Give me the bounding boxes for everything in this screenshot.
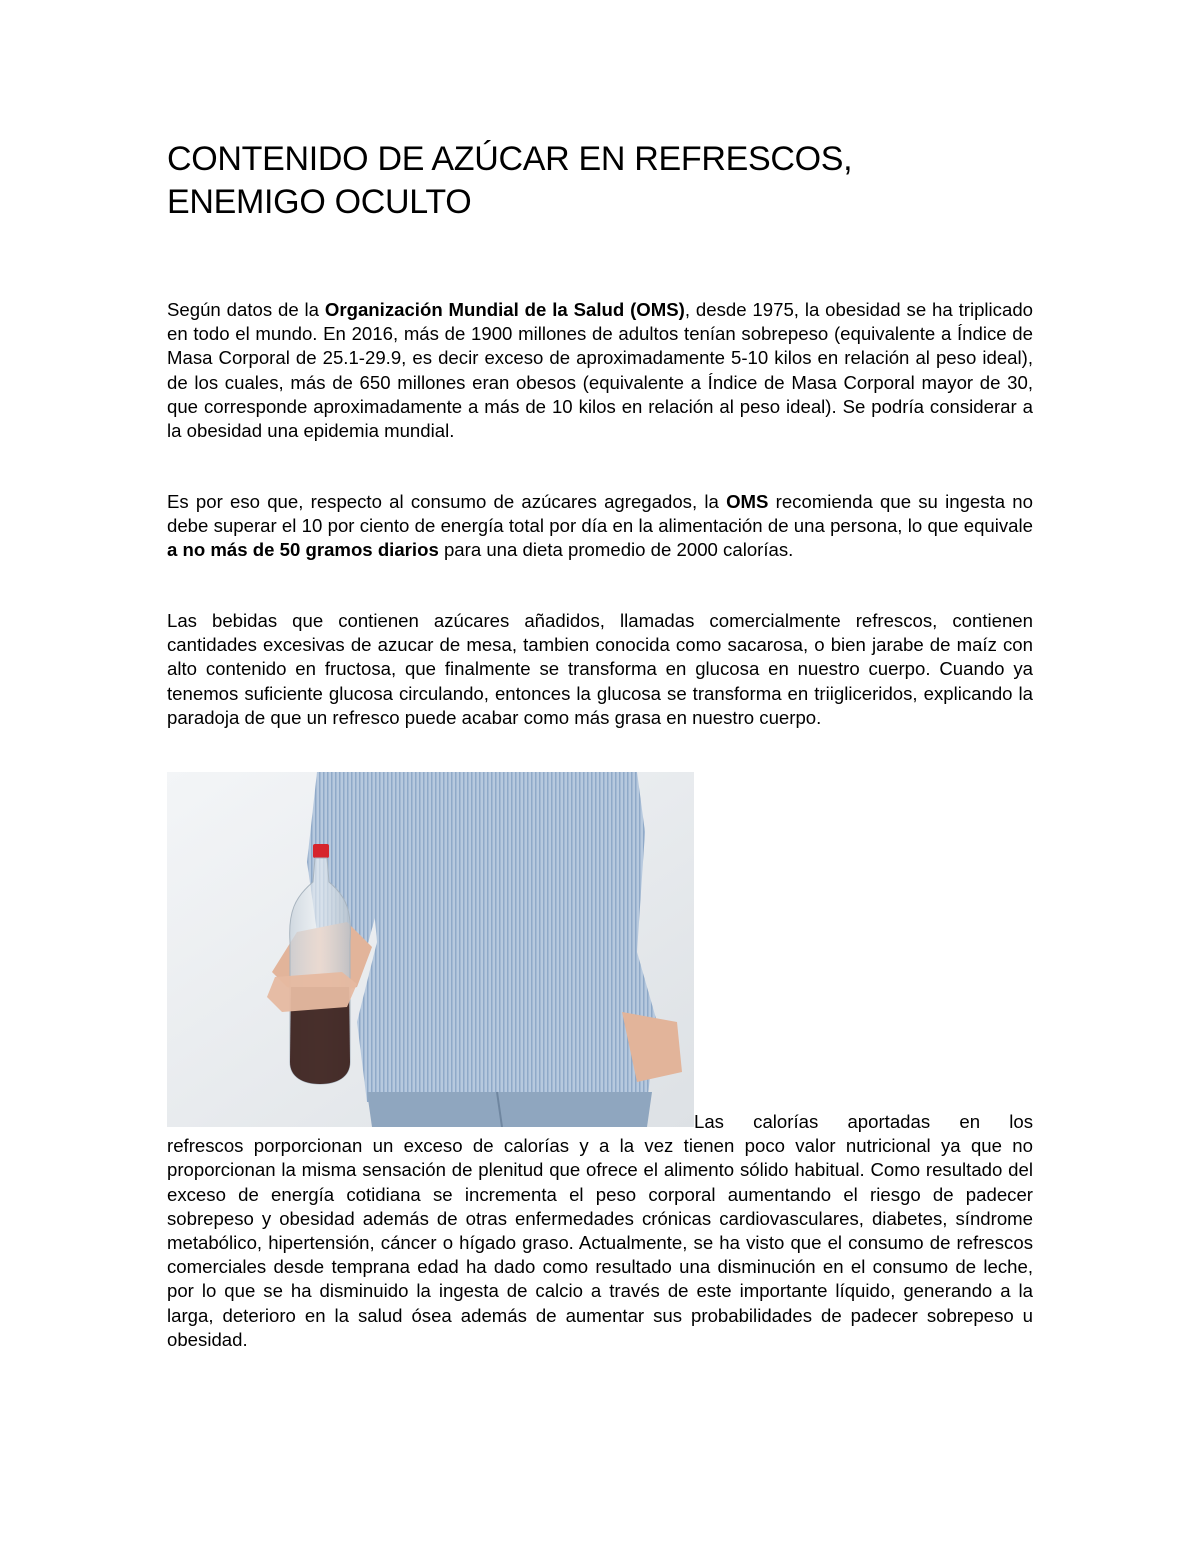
document-page <box>167 0 1033 1553</box>
p1-text-2: , desde 1975, la obesidad se ha triplicado en todo el mundo. En 2016, más de 1900 millones de adultos tenían sobrepeso (equivalente a Índice de Masa Corporal de 25.1-29.9, es decir exceso de aproximadamente 5-10 kilos en relación al peso ideal), de los cuales, más de 650 millones eran obesos (equivalente a Índice de Masa Corporal mayor de 30, que corresponde aproximadamente a más de 10 kilos en relación al peso ideal). Se podría considerar a la obesidad una epidemia mundial. <box>167 299 1033 442</box>
paragraph-obesity-stats <box>167 298 1033 443</box>
p4-text: refrescos porporcionan un exceso de calorías y a la vez tienen poco valor nutricional ya que no proporcionan la misma sensación de plenitud que ofrece el alimento sólido habitual. Como resultado del exceso de energía cotidiana se incrementa el peso corporal aumentando el riesgo de padecer sobrepeso y obesidad además de otras enfermedades crónicas cardiovasculares, diabetes, síndrome metabólico, hipertensión, cáncer o hígado graso. Actualmente, se ha visto que el consumo de refrescos comerciales desde temprana edad ha dado como resultado una disminución en el consumo de leche, por lo que se ha disminuido la ingesta de calcio a través de este importante líquido, generando a la larga, deterioro en la salud ósea además de aumentar sus probabilidades de padecer sobrepeso u obesidad. <box>167 1135 1033 1350</box>
p1-text-1: Según datos de la <box>167 299 325 320</box>
p2-bold-limit: a no más de 50 gramos diarios <box>167 539 439 561</box>
paragraph-sugary-drinks: Las bebidas que contienen azúcares añadidos, llamadas comercialmente refrescos, contienen cantidades excesivas de azucar de mesa, tambien conocida como sacarosa, o bien jarabe de maíz con alto contenido en fructosa, que finalmente se transforma en glucosa en nuestro cuerpo. Cuando ya tenemos suficiente glucosa circulando, entonces la glucosa se transforma en triigliceridos, explicando la paradoja de que un refresco puede acabar como más grasa en nuestro cuerpo. <box>167 610 1033 728</box>
p4-first-line: Las calorías aportadas en los <box>694 1111 1033 1132</box>
man-holding-soda-photo <box>167 772 694 1127</box>
title-line-1: CONTENIDO DE AZÚCAR EN REFRESCOS, <box>167 140 853 178</box>
paragraph-calories <box>167 1110 1033 1352</box>
p2-text-3: para una dieta promedio de 2000 calorías. <box>438 539 794 561</box>
paragraph-oms-recommendation <box>167 490 1033 563</box>
p2-text-1: Es por eso que, respecto al consumo de azúcares agregados, la <box>167 491 727 512</box>
p1-bold-oms: Organización Mundial de la Salud (OMS) <box>324 299 685 320</box>
document-title <box>167 138 1033 224</box>
p2-bold-oms: OMS <box>726 491 769 512</box>
p2-text-2: recomienda que su ingesta no debe superar el 10 por ciento de energía total por día en la alimentación de una persona, lo que equivale <box>167 491 1033 537</box>
title-line-2: ENEMIGO OCULTO <box>167 183 472 221</box>
